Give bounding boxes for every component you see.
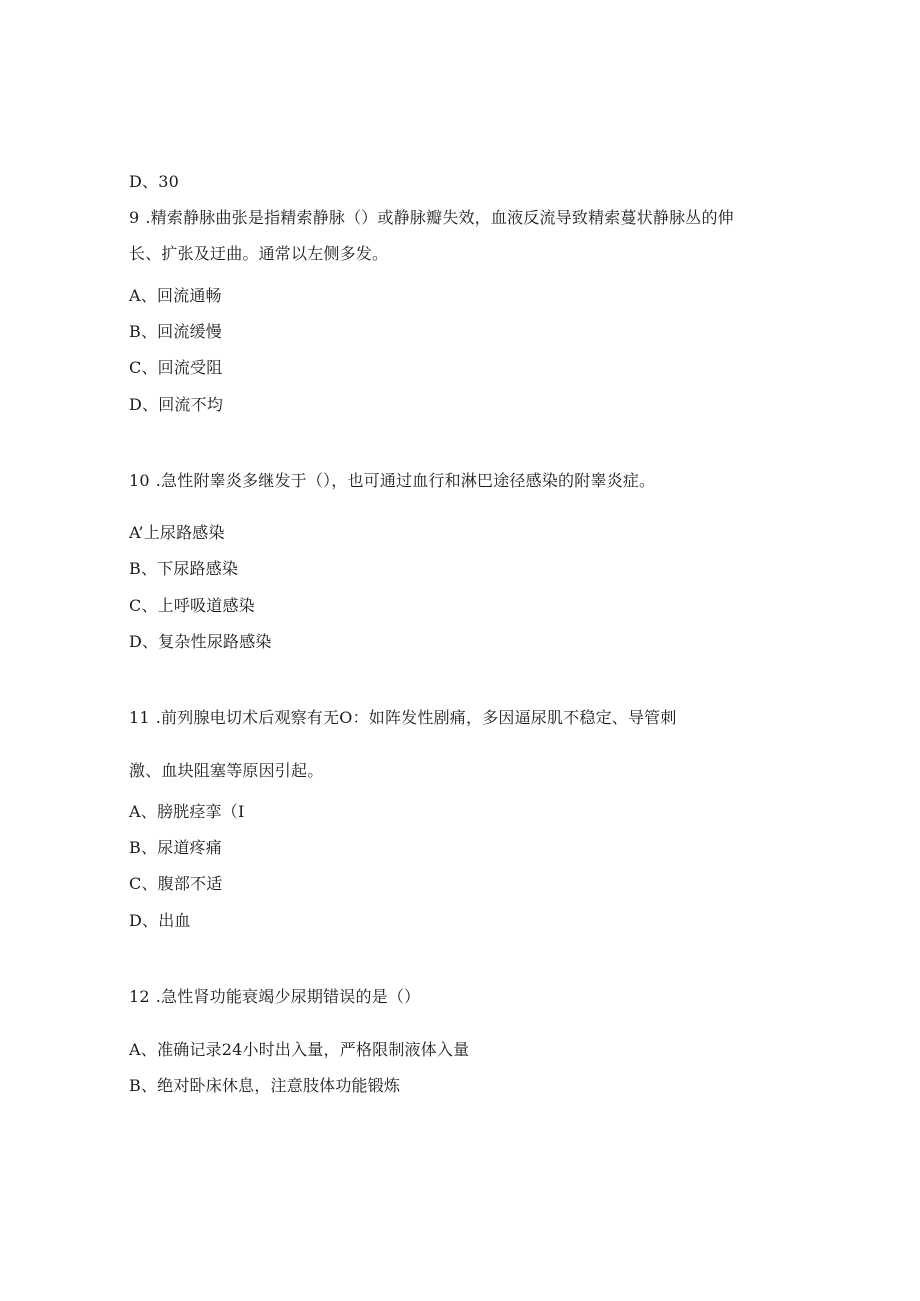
q10-number: 10 xyxy=(129,471,150,490)
q10-stem-line1 xyxy=(129,471,655,491)
q10-option-a: A’上尿路感染 xyxy=(129,523,225,542)
q11-stem-line1 xyxy=(129,708,677,728)
q9-option-d: D、回流不均 xyxy=(129,395,224,414)
q9-option-b: B、回流缓慢 xyxy=(129,322,222,341)
q10-option-d: D、复杂性尿路感染 xyxy=(129,632,272,651)
q11-stem-line2: 激、血块阻塞等原因引起。 xyxy=(129,761,324,780)
q12-option-b: B、绝对卧床休息，注意肢体功能锻炼 xyxy=(129,1076,401,1095)
q12-number: 12 xyxy=(129,987,150,1006)
q11-stem-text: .前列腺电切术后观察有无O：如阵发性剧痛，多因逼尿肌不稳定、导管刺 xyxy=(155,708,677,727)
q9-stem-line2: 长、扩张及迂曲。通常以左侧多发。 xyxy=(129,244,389,263)
q10-option-c: C、上呼吸道感染 xyxy=(129,596,255,615)
q11-option-d: D、出血 xyxy=(129,911,191,930)
q10-option-b: B、下尿路感染 xyxy=(129,559,239,578)
q11-number: 11 xyxy=(129,708,150,727)
q12-option-a: A、准确记录24小时出入量，严格限制液体入量 xyxy=(129,1040,470,1059)
q9-stem-text: .精索静脉曲张是指精索静脉（）或静脉瓣失效，血液反流导致精索蔓状静脉丛的伸 xyxy=(145,208,734,227)
q11-option-c: C、腹部不适 xyxy=(129,874,223,893)
q11-option-b: B、尿道疼痛 xyxy=(129,838,222,857)
q9-option-a: A、回流通畅 xyxy=(129,286,222,305)
q9-option-c: C、回流受阻 xyxy=(129,358,223,377)
q12-stem-line1 xyxy=(129,987,420,1007)
q9-number: 9 xyxy=(129,208,140,227)
q11-option-a: A、膀胱痉挛（I xyxy=(129,802,245,821)
q12-stem-text: .急性肾功能衰竭少尿期错误的是（） xyxy=(155,987,421,1006)
q9-stem-line1 xyxy=(129,208,734,228)
q8-option-d: D、30 xyxy=(129,172,179,191)
q10-stem-text: .急性附睾炎多继发于（），也可通过血行和淋巴途径感染的附睾炎症。 xyxy=(155,471,656,490)
